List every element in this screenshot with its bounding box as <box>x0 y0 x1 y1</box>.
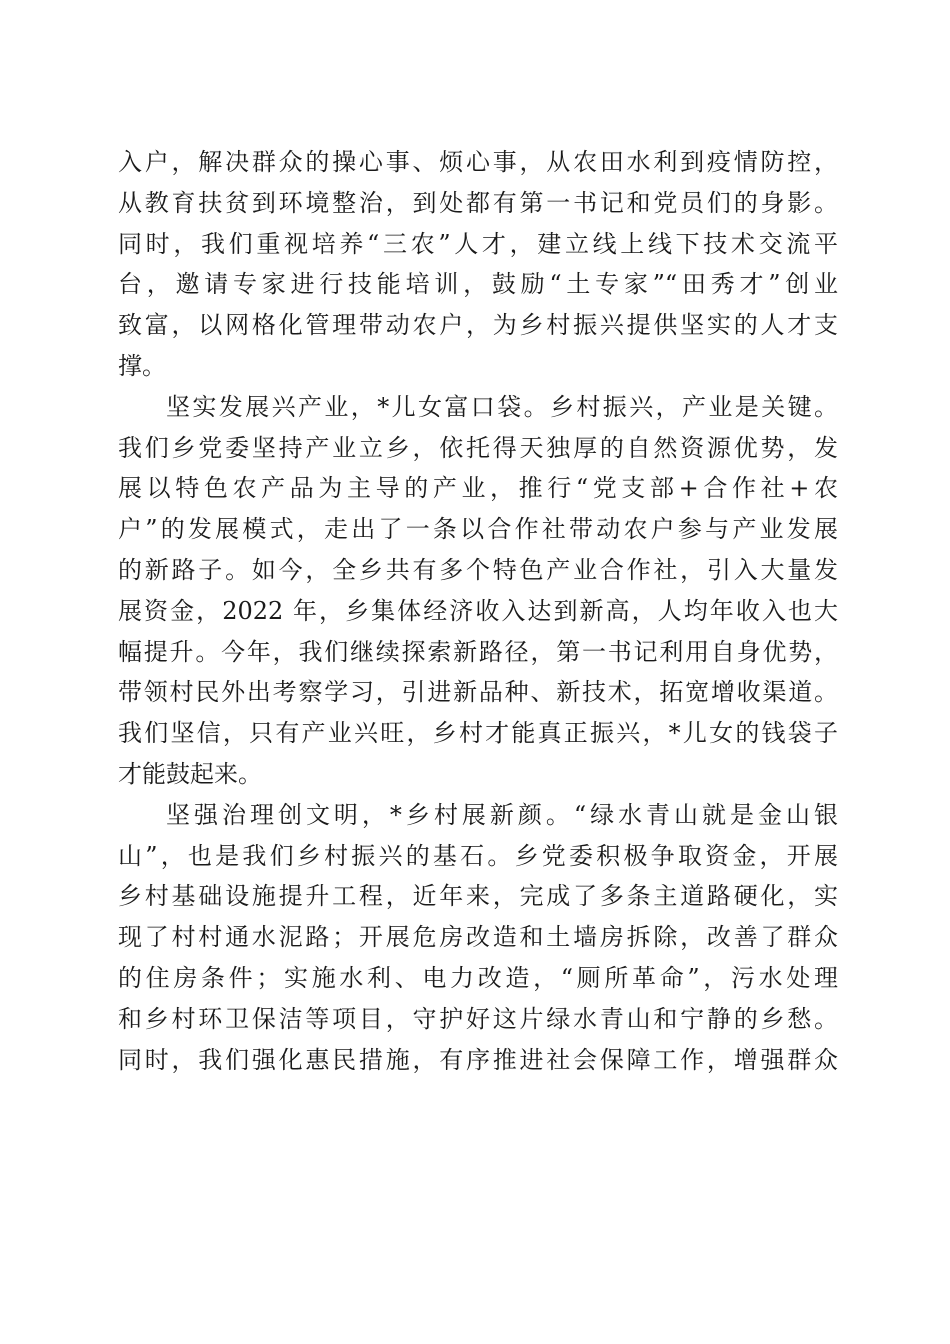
paragraph-3-line-6: 和乡村环卫保洁等项目，守护好这片绿水青山和宁静的乡愁。 <box>118 1004 838 1033</box>
paragraph-2-line-9: 我们坚信，只有产业兴旺，乡村才能真正振兴，*儿女的钱袋子 <box>118 719 838 748</box>
paragraph-3-line-4: 现了村村通水泥路；开展危房改造和土墙房拆除，改善了群众 <box>118 923 838 952</box>
paragraph-2-line-4: 户”的发展模式，走出了一条以合作社带动农户参与产业发展 <box>118 515 838 544</box>
paragraph-1-line-6: 撑。 <box>118 351 166 380</box>
paragraph-3-line-2: 山”，也是我们乡村振兴的基石。乡党委积极争取资金，开展 <box>118 841 838 870</box>
paragraph-1-line-5: 致富，以网格化管理带动农户，为乡村振兴提供坚实的人才支 <box>118 311 838 340</box>
paragraph-1-line-3: 同时，我们重视培养“三农”人才，建立线上线下技术交流平 <box>118 229 838 258</box>
paragraph-1-line-4: 台，邀请专家进行技能培训，鼓励“土专家”“田秀才”创业 <box>118 270 838 299</box>
paragraph-2-line-2: 我们乡党委坚持产业立乡，依托得天独厚的自然资源优势，发 <box>118 433 838 462</box>
paragraph-3-line-1: 坚强治理创文明，*乡村展新颜。“绿水青山就是金山银 <box>166 800 838 829</box>
paragraph-2-line-7: 幅提升。今年，我们继续探索新路径，第一书记利用自身优势， <box>118 637 838 666</box>
paragraph-2-line-8: 带领村民外出考察学习，引进新品种、新技术，拓宽增收渠道。 <box>118 678 838 707</box>
paragraph-1-line-2: 从教育扶贫到环境整治，到处都有第一书记和党员们的身影。 <box>118 188 838 217</box>
paragraph-1-line-1: 入户，解决群众的操心事、烦心事，从农田水利到疫情防控， <box>118 148 838 176</box>
paragraph-2-line-1: 坚实发展兴产业，*儿女富口袋。乡村振兴，产业是关键。 <box>166 392 838 421</box>
paragraph-2-line-5: 的新路子。如今，全乡共有多个特色产业合作社，引入大量发 <box>118 555 838 584</box>
paragraph-3-line-3: 乡村基础设施提升工程，近年来，完成了多条主道路硬化，实 <box>118 882 838 911</box>
paragraph-2-line-3: 展以特色农产品为主导的产业，推行“党支部+合作社+农 <box>118 474 838 503</box>
paragraph-2-line-6: 展资金，2022 年，乡集体经济收入达到新高，人均年收入也大 <box>118 596 838 625</box>
body-text <box>118 142 838 1080</box>
paragraph-2-line-10: 才能鼓起来。 <box>118 759 262 788</box>
paragraph-3-line-5: 的住房条件；实施水利、电力改造，“厕所革命”，污水处理 <box>118 963 838 992</box>
paragraph-3-line-7: 同时，我们强化惠民措施，有序推进社会保障工作，增强群众 <box>118 1045 838 1074</box>
